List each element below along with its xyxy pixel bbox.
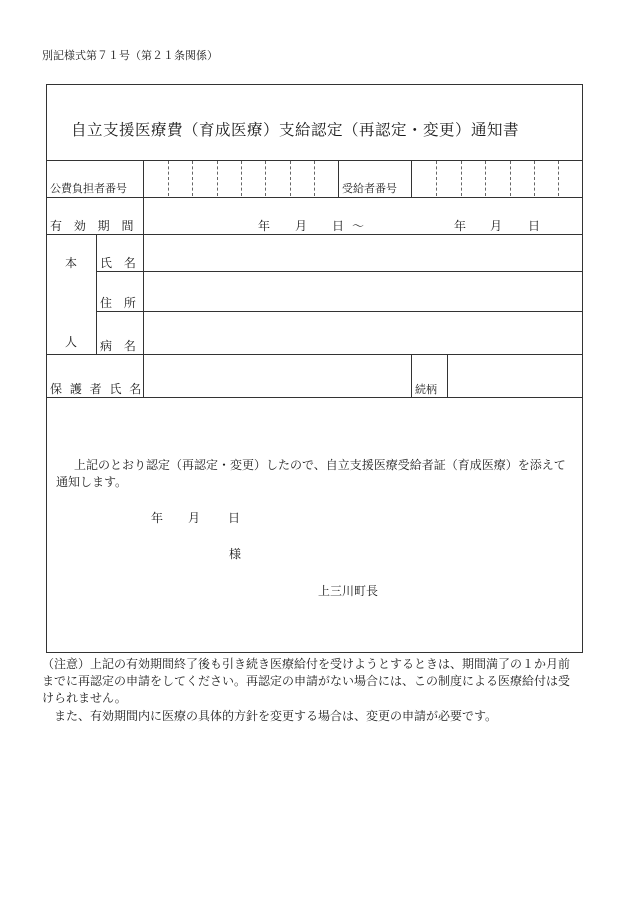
- address-label: 住 所: [100, 296, 140, 310]
- row-line: [46, 397, 583, 398]
- person-label-top: 本: [65, 256, 78, 270]
- number-divider-line: [411, 160, 412, 197]
- period-tilde: ～: [352, 219, 365, 233]
- notes-line1: （注意）上記の有効期間終了後も引き続き医療給付を受けようとするときは、期間満了の１か月前: [42, 657, 571, 671]
- valid-to-year: 年: [454, 219, 467, 233]
- digit-box-line: [558, 161, 559, 196]
- valid-from-day: 日: [332, 219, 345, 233]
- notes-line3: けられません。: [42, 691, 127, 705]
- notice-date-month: 月: [188, 511, 201, 525]
- number-divider-line: [338, 160, 339, 197]
- digit-box-line: [314, 161, 315, 196]
- digit-box-line: [192, 161, 193, 196]
- valid-to-month: 月: [490, 219, 503, 233]
- form-title: 自立支援医療費（育成医療）支給認定（再認定・変更）通知書: [71, 121, 520, 139]
- digit-box-line: [290, 161, 291, 196]
- digit-box-line: [265, 161, 266, 196]
- valid-from-month: 月: [295, 219, 308, 233]
- label-column-line: [143, 160, 144, 397]
- row-line: [46, 354, 583, 355]
- digit-box-line: [461, 161, 462, 196]
- valid-from-year: 年: [258, 219, 271, 233]
- relationship-label: 続柄: [415, 383, 437, 396]
- form-reference: 別記様式第７１号（第２１条関係）: [42, 49, 218, 62]
- recipient-number-label: 受給者番号: [342, 182, 397, 195]
- notice-date-year: 年: [151, 511, 164, 525]
- row-line: [46, 234, 583, 235]
- guardian-name-label: 保 護 者 氏 名: [50, 382, 144, 396]
- valid-to-day: 日: [528, 219, 541, 233]
- digit-box-line: [217, 161, 218, 196]
- row-line: [46, 197, 583, 198]
- digit-box-line: [485, 161, 486, 196]
- row-line: [96, 271, 583, 272]
- name-label: 氏 名: [100, 256, 140, 270]
- person-divider-line: [96, 234, 97, 354]
- disease-label: 病 名: [100, 339, 140, 353]
- notice-text-line1: 上記のとおり認定（再認定・変更）したので、自立支援医療受給者証（育成医療）を添えて: [74, 458, 566, 472]
- person-label-bottom: 人: [65, 335, 78, 349]
- notes-line2: までに再認定の申請をしてください。再認定の申請がない場合には、この制度による医療給付は受: [42, 674, 571, 688]
- digit-box-line: [241, 161, 242, 196]
- frame-bottom-line: [46, 652, 583, 653]
- notes-line4: また、有効期間内に医療の具体的方針を変更する場合は、変更の申請が必要です。: [42, 709, 498, 723]
- frame-top-line: [46, 84, 583, 85]
- addressee-suffix: 様: [229, 547, 242, 561]
- notice-date-day: 日: [228, 511, 241, 525]
- relationship-divider-line: [447, 354, 448, 397]
- digit-box-line: [436, 161, 437, 196]
- digit-box-line: [534, 161, 535, 196]
- row-line: [96, 311, 583, 312]
- notice-text-line2: 通知します。: [56, 475, 128, 489]
- frame-right-line: [582, 84, 583, 652]
- digit-box-line: [510, 161, 511, 196]
- digit-box-line: [168, 161, 169, 196]
- valid-period-label: 有 効 期 間: [50, 219, 138, 233]
- issuer-name: 上三川町長: [318, 584, 379, 598]
- relationship-divider-line: [411, 354, 412, 397]
- payer-number-label: 公費負担者番号: [50, 182, 127, 195]
- frame-left-line: [46, 84, 47, 652]
